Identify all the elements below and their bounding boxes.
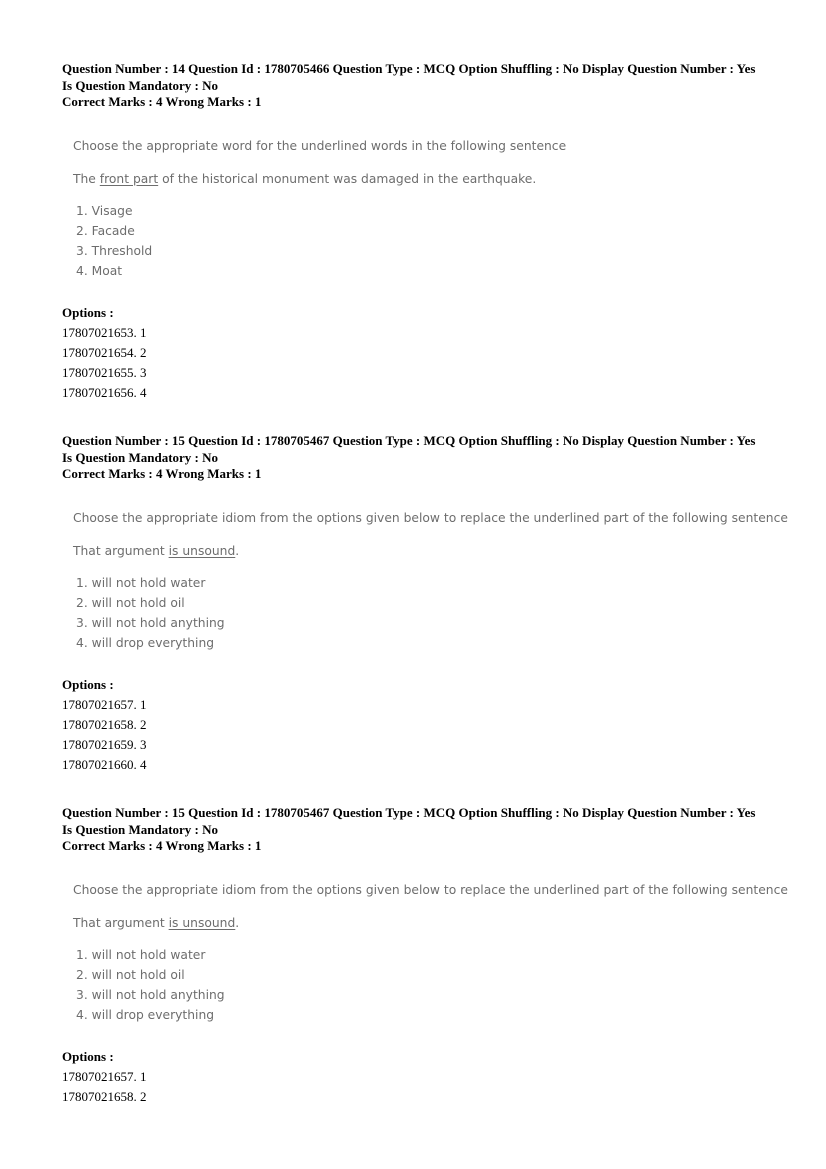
option-row: 17807021659. 3 [62, 736, 147, 752]
question-mandatory-line: Is Question Mandatory : No [62, 449, 219, 465]
option-row: 17807021653. 1 [62, 324, 147, 340]
option-row: 17807021660. 4 [62, 756, 147, 772]
options-label: Options : [62, 1048, 114, 1064]
sentence-underlined: is unsound [168, 915, 236, 930]
choice-item: 4. will drop everything [76, 1007, 215, 1022]
question-block-15 [62, 433, 788, 775]
question-instruction: Choose the appropriate idiom from the options given below to replace the underlined part of the following sentence [73, 510, 788, 525]
choice-item: 3. will not hold anything [76, 615, 225, 630]
question-image [73, 508, 788, 653]
choice-list [73, 573, 773, 653]
option-row: 17807021655. 3 [62, 364, 147, 380]
question-marks-line: Correct Marks : 4 Wrong Marks : 1 [62, 466, 262, 481]
choice-item: 2. will not hold oil [76, 595, 185, 610]
option-row: 17807021658. 2 [62, 1088, 147, 1104]
choice-item: 3. will not hold anything [76, 987, 225, 1002]
question-mandatory-line: Is Question Mandatory : No [62, 77, 219, 93]
sentence-before: That argument [73, 915, 169, 930]
choice-list [73, 201, 773, 281]
question-block-15-repeat [62, 805, 788, 1107]
question-instruction: Choose the appropriate idiom from the options given below to replace the underlined part of the following sentence [73, 882, 788, 897]
question-image [73, 136, 773, 281]
sentence-underlined: is unsound [168, 543, 236, 558]
question-instruction: Choose the appropriate word for the underlined words in the following sentence [73, 138, 567, 153]
question-sentence [73, 541, 773, 561]
sentence-before: That argument [73, 543, 169, 558]
choice-item: 4. Moat [76, 263, 123, 278]
sentence-after: . [235, 543, 240, 558]
question-marks-line: Correct Marks : 4 Wrong Marks : 1 [62, 94, 262, 109]
choice-item: 1. will not hold water [76, 947, 206, 962]
question-sentence [73, 169, 773, 189]
sentence-underlined: front part [99, 171, 159, 186]
options-label: Options : [62, 304, 114, 320]
option-row: 17807021657. 1 [62, 696, 147, 712]
sentence-after: . [235, 915, 240, 930]
choice-item: 1. will not hold water [76, 575, 206, 590]
choice-item: 2. will not hold oil [76, 967, 185, 982]
choice-item: 2. Facade [76, 223, 135, 238]
options-label: Options : [62, 676, 114, 692]
option-row: 17807021656. 4 [62, 384, 147, 400]
sentence-after: of the historical monument was damaged in the earthquake. [158, 171, 537, 186]
question-image [73, 880, 788, 1025]
sentence-before: The [73, 171, 100, 186]
question-meta-line: Question Number : 14 Question Id : 1780705466 Question Type : MCQ Option Shuffling : No Display Question Number : Yes [62, 61, 756, 76]
choice-item: 1. Visage [76, 203, 133, 218]
question-meta-line: Question Number : 15 Question Id : 1780705467 Question Type : MCQ Option Shuffling : No Display Question Number : Yes [62, 805, 756, 820]
question-sentence [73, 913, 773, 933]
option-row: 17807021654. 2 [62, 344, 147, 360]
question-marks-line: Correct Marks : 4 Wrong Marks : 1 [62, 838, 262, 853]
option-row: 17807021657. 1 [62, 1068, 147, 1084]
choice-item: 4. will drop everything [76, 635, 215, 650]
question-block-14 [62, 61, 782, 403]
question-mandatory-line: Is Question Mandatory : No [62, 821, 219, 837]
choice-list [73, 945, 773, 1025]
choice-item: 3. Threshold [76, 243, 153, 258]
option-row: 17807021658. 2 [62, 716, 147, 732]
question-meta-line: Question Number : 15 Question Id : 1780705467 Question Type : MCQ Option Shuffling : No Display Question Number : Yes [62, 433, 756, 448]
